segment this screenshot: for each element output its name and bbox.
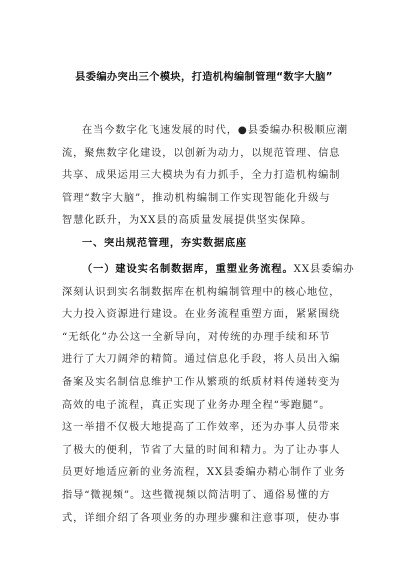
section-paragraph <box>62 259 355 530</box>
paragraph-line: 了极大的便利，节省了大量的时间和精力。为了让办事人 <box>62 444 341 456</box>
paragraph-line: 指导“微视频”。这些微视频以简洁明了、通俗易懂的方 <box>62 489 331 501</box>
paragraph-line: 员更好地适应新的业务流程，XX县委编办精心制作了业务 <box>62 467 346 479</box>
subsection-heading: （一）建设实名制数据库，重塑业务流程。 <box>82 264 294 275</box>
paragraph-line: 备案及实名制信息维护工作从繁琐的纸质材料传递转变为 <box>62 376 341 388</box>
paragraph-line: 流，聚焦数字化建设，以创新为动力，以规范管理、信息 <box>62 147 341 159</box>
section-heading: 一、突出规范管理，夯实数据底座 <box>82 238 247 249</box>
paragraph-line: 管理“数字大脑”，推动机构编制工作实现智能化升级与 <box>62 192 331 204</box>
intro-paragraph <box>62 120 352 233</box>
paragraph-line: 大力投入资源进行建设。在业务流程重塑方面，紧紧围绕 <box>62 309 341 321</box>
paragraph-line: 式，详细介绍了各项业务的办理步骤和注意事项，使办事 <box>62 512 341 524</box>
paragraph-line: 高效的电子流程，真正实现了业务办理全程“零跑腿”。 <box>62 399 331 411</box>
paragraph-line: 进行了大刀阔斧的精简。通过信息化手段，将人员出入编 <box>62 354 341 366</box>
paragraph-line: 深刻认识到实名制数据库在机构编制管理中的核心地位， <box>62 286 341 298</box>
paragraph-first-line <box>62 259 355 282</box>
paragraph-line: 共享、成果运用三大模块为有力抓手，全力打造机构编制 <box>62 170 341 182</box>
document-title: 县委编办突出三个模块，打造机构编制管理“数字大脑” <box>75 72 333 83</box>
paragraph-line: 智慧化跃升，为XX县的高质量发展提供坚实保障。 <box>62 215 313 227</box>
paragraph-text: XX县委编办 <box>293 264 355 275</box>
paragraph-line: 这一举措不仅极大地提高了工作效率，还为办事人员带来 <box>62 422 341 434</box>
paragraph-line: 在当今数字化飞速发展的时代，●县委编办积极顺应潮 <box>82 125 348 136</box>
paragraph-line: “无纸化”办公这一全新导向，对传统的办理手续和环节 <box>62 331 331 343</box>
